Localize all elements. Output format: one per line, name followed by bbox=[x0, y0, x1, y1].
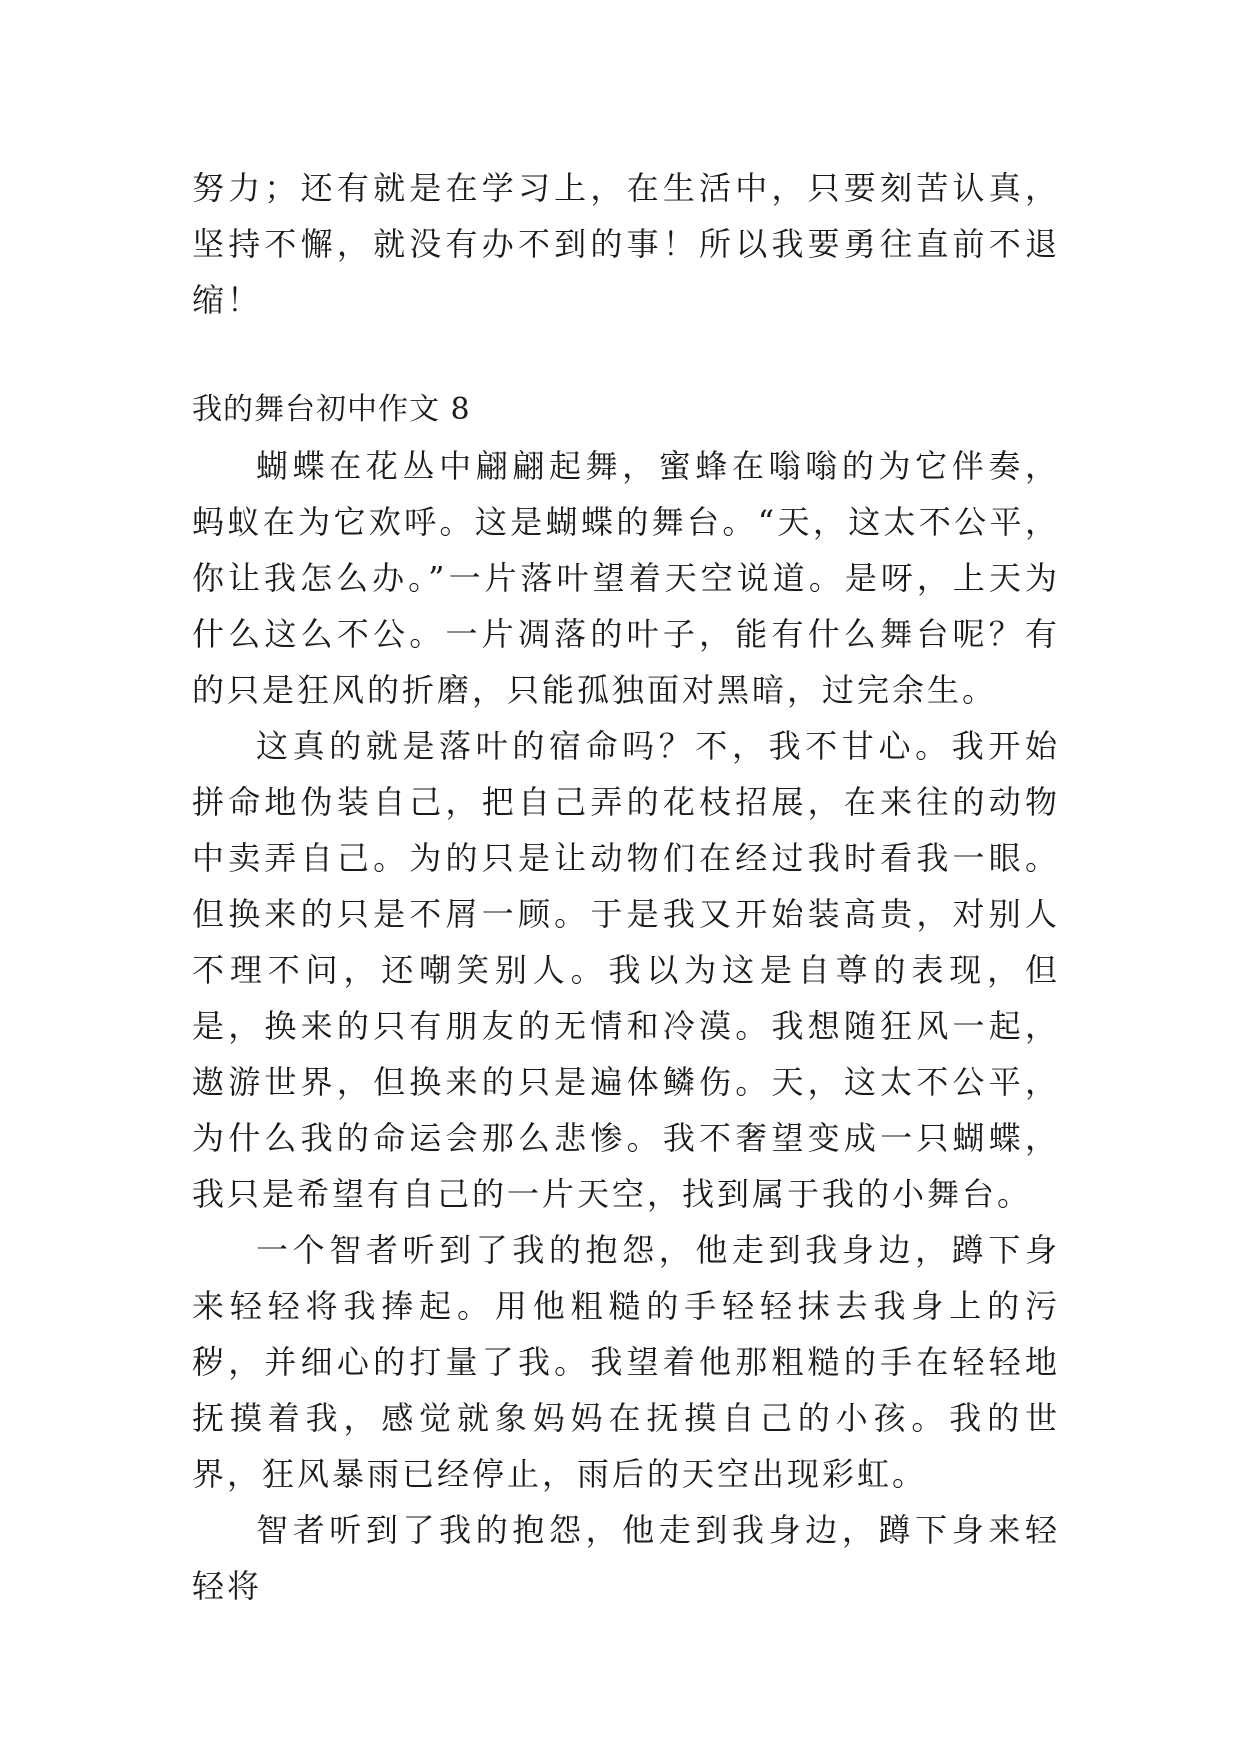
section-spacer bbox=[192, 328, 1060, 382]
body-paragraph: 蝴蝶在花丛中翩翩起舞，蜜蜂在嗡嗡的为它伴奏，蚂蚁在为它欢呼。这是蝴蝶的舞台。“天，这太不公平，你让我怎么办。”一片落叶望着天空说道。是呀，上天为什么这么不公。一片凋落的叶子，能有什么舞台呢？有的只是狂风的折磨，只能孤独面对黑暗，过完余生。 bbox=[192, 447, 1060, 709]
body-paragraph: 一个智者听到了我的抱怨，他走到我身边，蹲下身来轻轻将我捧起。用他粗糙的手轻轻抹去我身上的污秽，并细心的打量了我。我望着他那粗糙的手在轻轻地抚摸着我，感觉就象妈妈在抚摸自己的小孩。我的世界，狂风暴雨已经停止，雨后的天空出现彩虹。 bbox=[192, 1231, 1060, 1493]
body-paragraph: 这真的就是落叶的宿命吗？不，我不甘心。我开始拼命地伪装自己，把自己弄的花枝招展，在来往的动物中卖弄自己。为的只是让动物们在经过我时看我一眼。但换来的只是不屑一顾。于是我又开始装高贵，对别人不理不问，还嘲笑别人。我以为这是自尊的表现，但是，换来的只有朋友的无情和冷漠。我想随狂风一起，遨游世界，但换来的只是遍体鳞伤。天，这太不公平，为什么我的命运会那么悲惨。我不奢望变成一只蝴蝶，我只是希望有自己的一片天空，找到属于我的小舞台。 bbox=[192, 727, 1060, 1213]
continuation-paragraph: 努力；还有就是在学习上，在生活中，只要刻苦认真，坚持不懈，就没有办不到的事！所以我要勇往直前不退缩！ bbox=[192, 169, 1060, 319]
document-body bbox=[192, 160, 1060, 1614]
body-paragraph: 智者听到了我的抱怨，他走到我身边，蹲下身来轻轻将 bbox=[192, 1511, 1060, 1605]
section-title: 我的舞台初中作文 8 bbox=[192, 392, 471, 427]
